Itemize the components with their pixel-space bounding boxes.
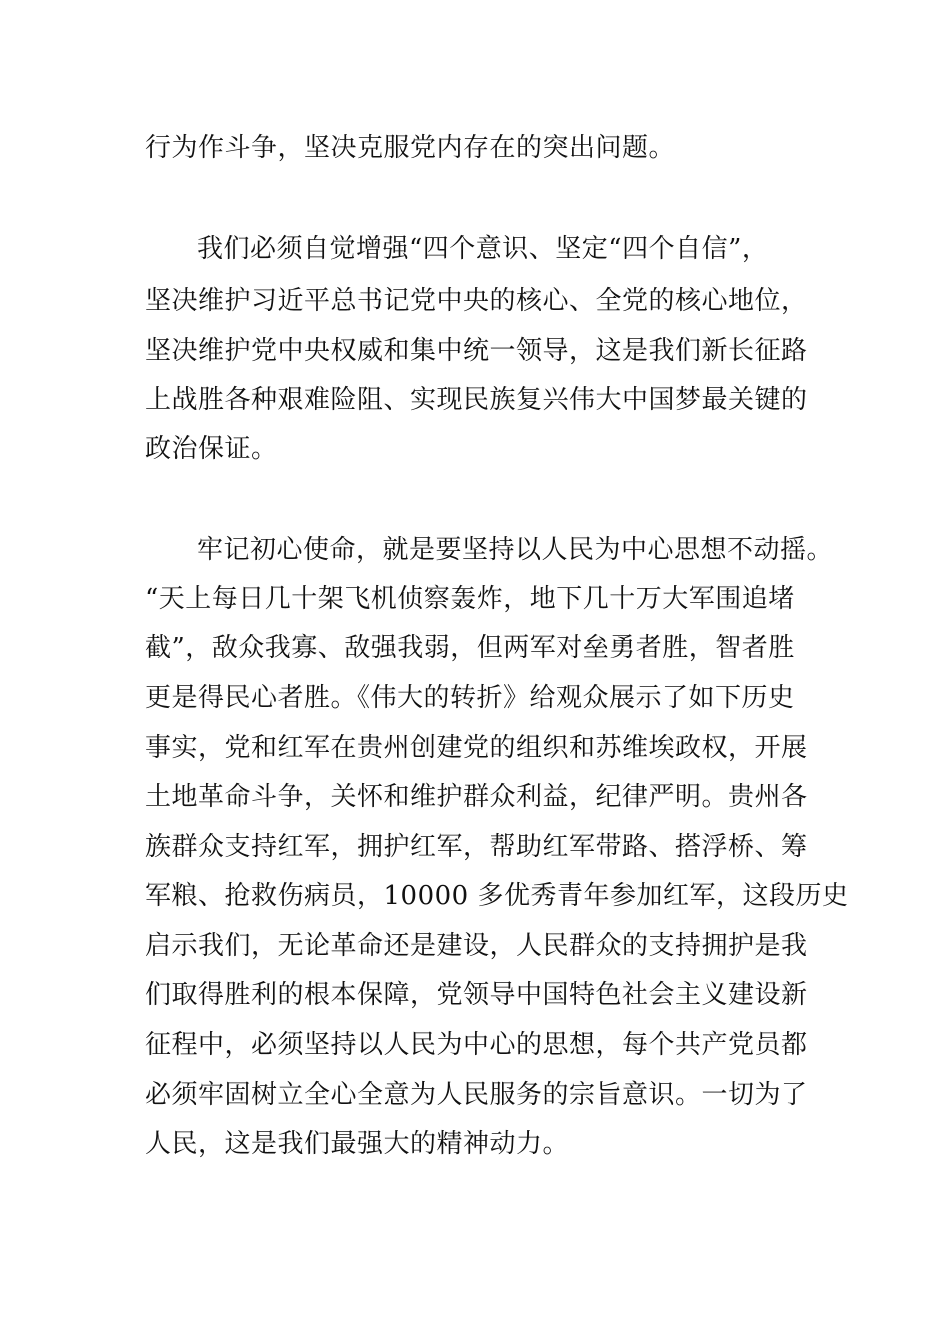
paragraph-2-line-4: 上战胜各种艰难险阻、实现民族复兴伟大中国梦最关键的 — [145, 385, 808, 415]
paragraph-3-line-1: 牢记初心使命，就是要坚持以人民为中心思想不动摇。 — [197, 535, 834, 565]
paragraph-3-line-11: 征程中，必须坚持以人民为中心的思想，每个共产党员都 — [145, 1030, 808, 1060]
paragraph-3-line-2: “天上每日几十架飞机侦察轰炸，地下几十万大军围追堵 — [145, 584, 795, 614]
paragraph-3-line-8: 军粮、抢救伤病员，10000 多优秀青年参加红军，这段历史 — [145, 881, 849, 911]
paragraph-1-line-1: 行为作斗争，坚决克服党内存在的突出问题。 — [145, 133, 676, 163]
paragraph-2-line-5: 政治保证。 — [145, 434, 278, 464]
paragraph-2-line-3: 坚决维护党中央权威和集中统一领导，这是我们新长征路 — [145, 336, 808, 366]
paragraph-3-line-3: 截”，敌众我寡、敌强我弱，但两军对垒勇者胜，智者胜 — [145, 633, 795, 663]
paragraph-3-line-6: 土地革命斗争，关怀和维护群众利益，纪律严明。贵州各 — [145, 782, 808, 812]
paragraph-3-line-9: 启示我们，无论革命还是建设，人民群众的支持拥护是我 — [145, 931, 808, 961]
paragraph-2-line-1: 我们必须自觉增强“四个意识、坚定“四个自信”， — [197, 234, 769, 264]
paragraph-3-line-7: 族群众支持红军，拥护红军，帮助红军带路、搭浮桥、筹 — [145, 832, 808, 862]
paragraph-2-line-2: 坚决维护习近平总书记党中央的核心、全党的核心地位， — [145, 286, 808, 316]
paragraph-3-line-10: 们取得胜利的根本保障，党领导中国特色社会主义建设新 — [145, 980, 808, 1010]
paragraph-3-line-4: 更是得民心者胜。《伟大的转折》给观众展示了如下历史 — [145, 683, 795, 713]
paragraph-3-line-13: 人民，这是我们最强大的精神动力。 — [145, 1129, 570, 1159]
paragraph-3-line-5: 事实，党和红军在贵州创建党的组织和苏维埃政权，开展 — [145, 733, 808, 763]
paragraph-3-line-12: 必须牢固树立全心全意为人民服务的宗旨意识。一切为了 — [145, 1080, 808, 1110]
